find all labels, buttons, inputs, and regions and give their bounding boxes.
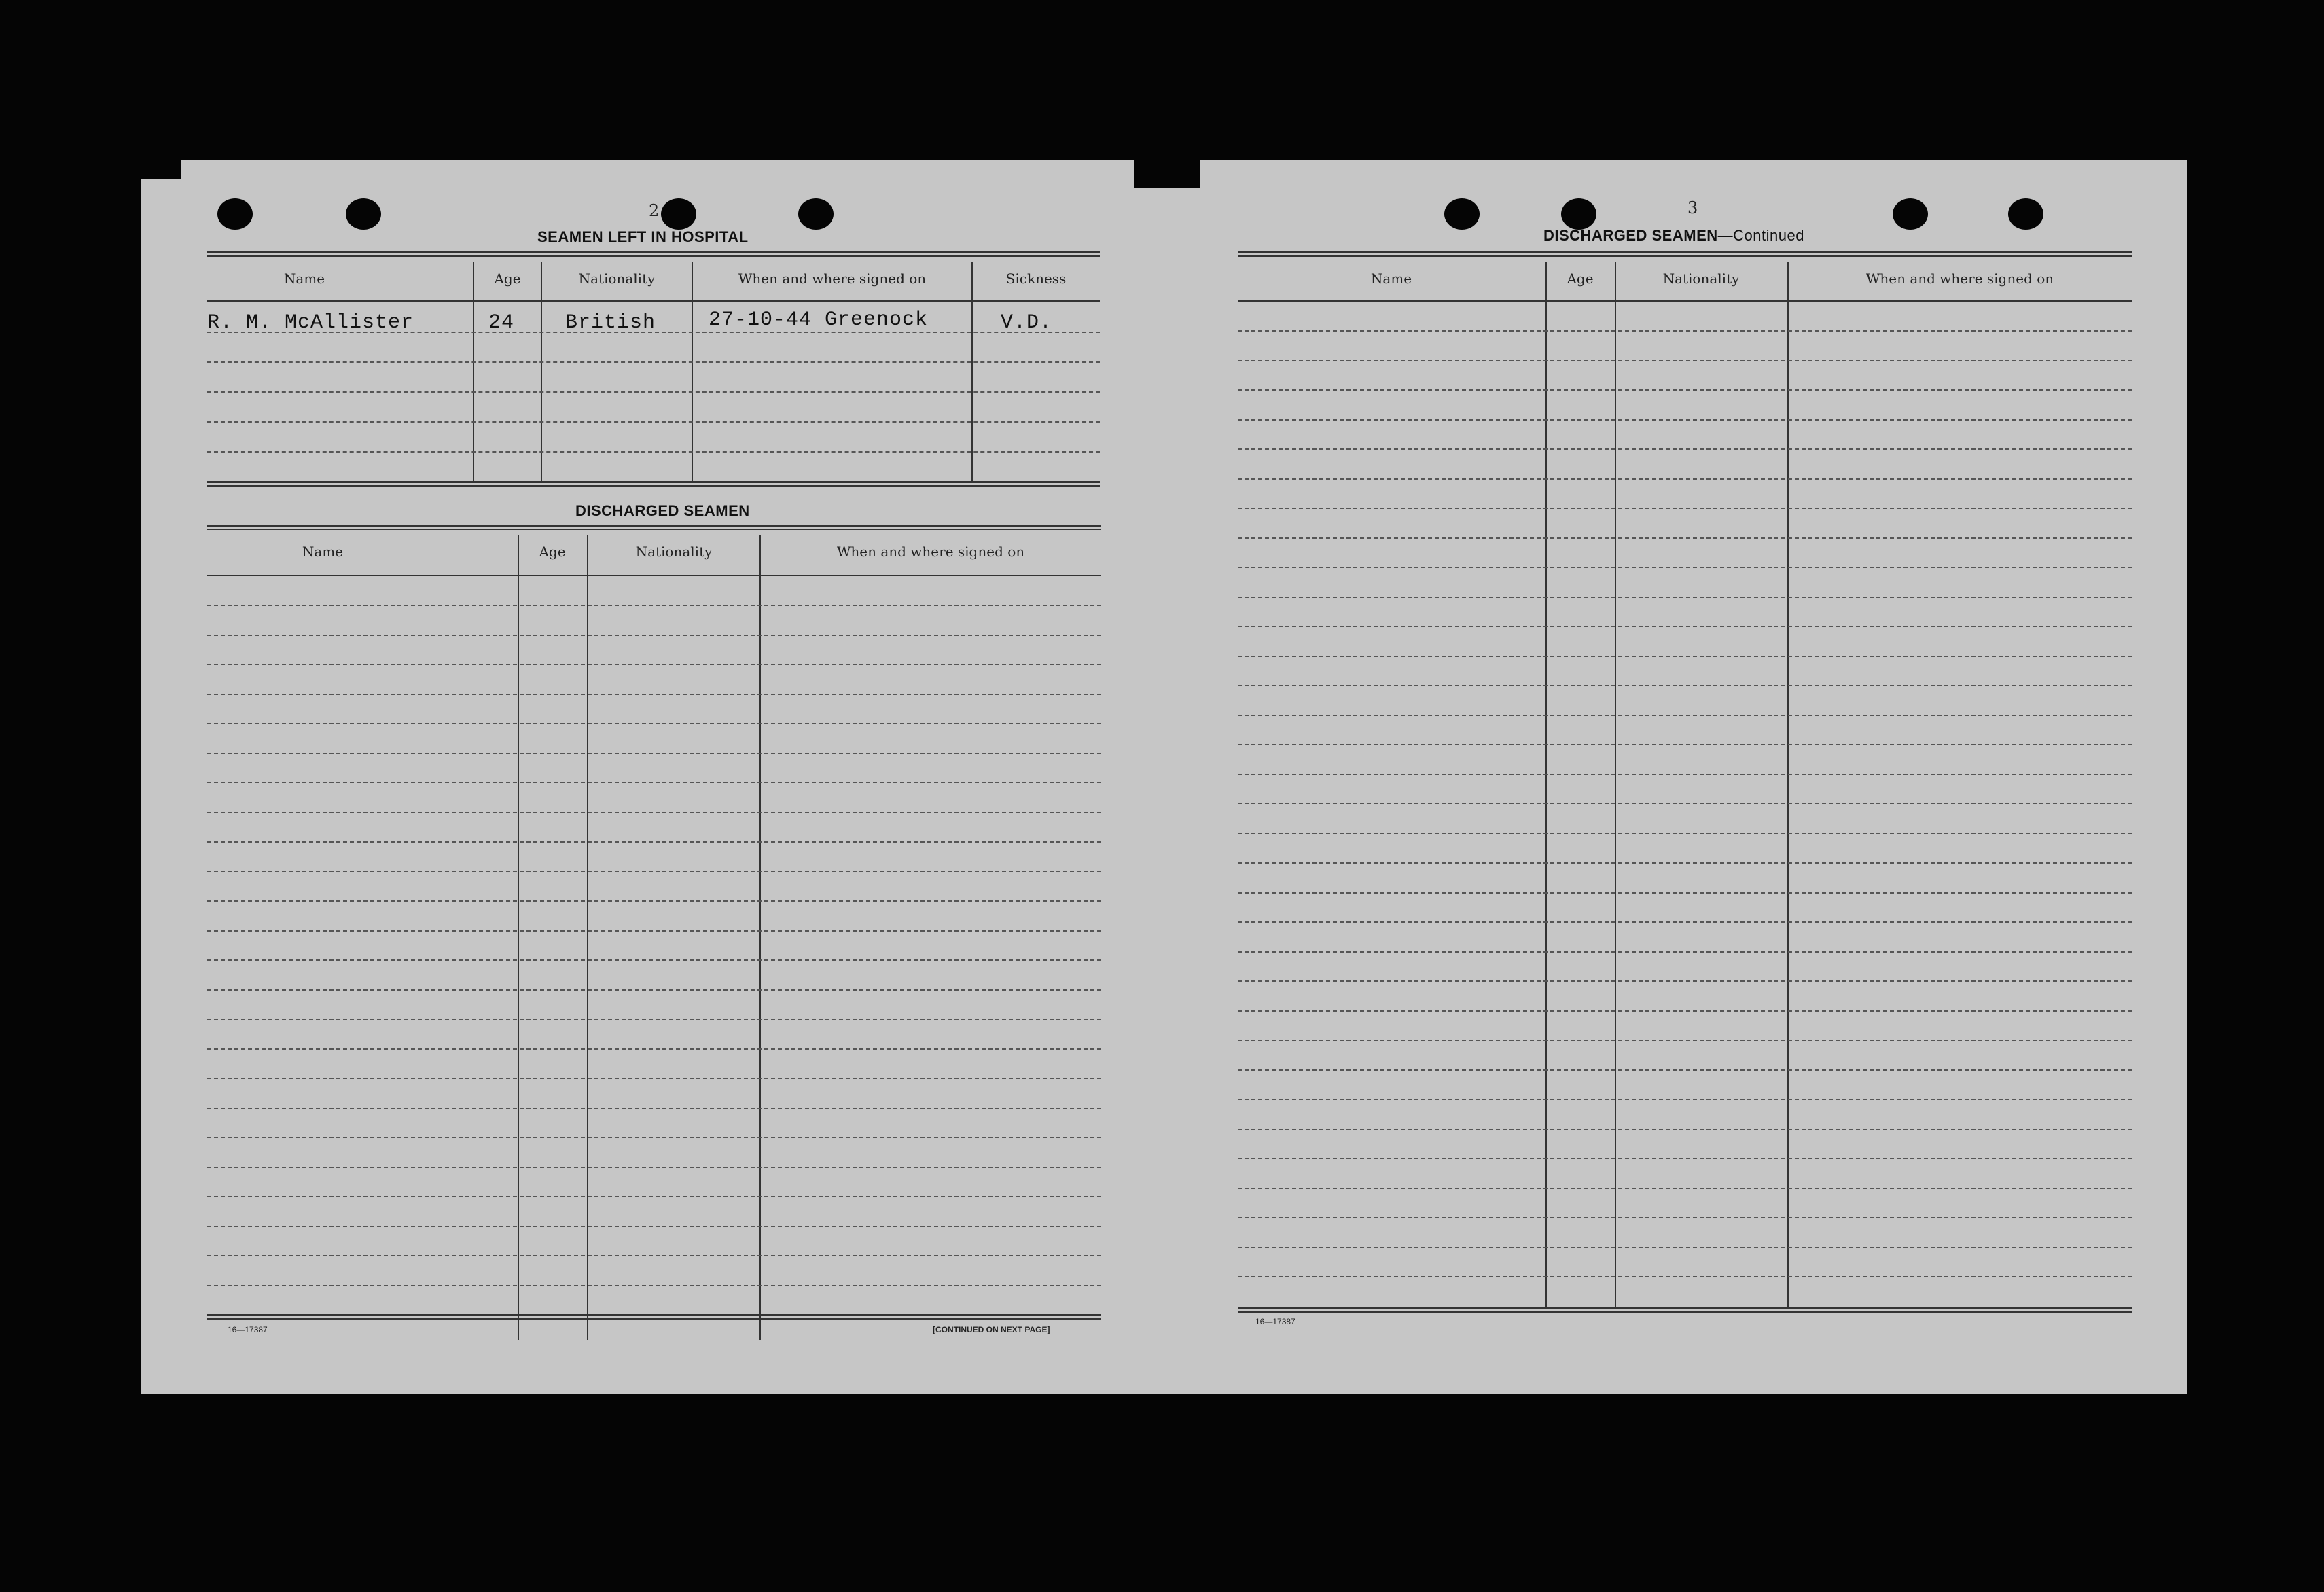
row-rule [207, 1019, 1101, 1020]
entry-signed-on: 27-10-44 Greenock [709, 308, 929, 332]
discharged-section-title: DISCHARGED SEAMEN [575, 502, 750, 519]
left-page [141, 160, 1170, 1394]
row-rule [207, 1108, 1101, 1109]
right-page [1168, 160, 2187, 1394]
row-rule [207, 989, 1101, 991]
row-rule [1238, 389, 2132, 391]
col-head-age: Age [1567, 270, 1594, 287]
row-rule [207, 841, 1101, 843]
row-rule [1238, 1040, 2132, 1041]
col-head-name: Name [1370, 270, 1412, 287]
table-rule [207, 1314, 1101, 1320]
row-rule [1238, 1129, 2132, 1130]
row-rule [207, 635, 1101, 636]
row-rule [1238, 1276, 2132, 1277]
torn-edge [1134, 160, 1200, 188]
row-rule [1238, 1217, 2132, 1218]
column-divider [541, 262, 542, 482]
row-rule [1238, 478, 2132, 480]
table-rule [1238, 251, 2132, 257]
row-rule [1238, 744, 2132, 745]
table-rule [207, 300, 1100, 302]
row-rule [207, 871, 1101, 872]
row-rule [207, 694, 1101, 695]
row-rule [207, 930, 1101, 932]
table-rule [207, 575, 1101, 576]
page-number: 2 [649, 201, 660, 220]
row-rule [207, 605, 1101, 606]
column-divider [518, 535, 519, 1340]
row-rule [1238, 1069, 2132, 1071]
row-rule [207, 1137, 1101, 1138]
row-rule [1238, 448, 2132, 450]
form-number: 16—17387 [228, 1325, 268, 1334]
title-suffix: —Continued [1717, 227, 1804, 244]
row-rule [207, 723, 1101, 724]
row-rule [1238, 833, 2132, 834]
row-rule [207, 812, 1101, 813]
col-head-nationality: Nationality [635, 544, 713, 560]
punch-hole [661, 198, 696, 230]
form-number: 16—17387 [1255, 1317, 1295, 1326]
continued-note: [CONTINUED ON NEXT PAGE] [933, 1325, 1050, 1334]
row-rule [207, 959, 1101, 961]
row-rule [1238, 1247, 2132, 1248]
column-divider [473, 262, 474, 482]
row-rule [1238, 685, 2132, 686]
row-rule [1238, 1158, 2132, 1159]
row-rule [1238, 1099, 2132, 1100]
row-rule [207, 1167, 1101, 1168]
row-rule [207, 900, 1101, 902]
column-divider [759, 535, 761, 1340]
col-head-nationality: Nationality [1662, 270, 1740, 287]
row-rule [207, 1078, 1101, 1079]
punch-hole [1444, 198, 1480, 230]
table-rule [1238, 1307, 2132, 1313]
col-head-signed-on: When and where signed on [836, 544, 1025, 560]
torn-edge [141, 160, 181, 179]
row-rule [207, 664, 1101, 665]
row-rule [1238, 330, 2132, 332]
row-rule [1238, 715, 2132, 716]
col-head-name: Name [302, 544, 344, 560]
row-rule [207, 782, 1101, 783]
row-rule [207, 421, 1100, 423]
entry-nationality: British [565, 311, 656, 334]
punch-hole [346, 198, 381, 230]
row-rule [1238, 656, 2132, 657]
punch-hole [1561, 198, 1596, 230]
row-rule [1238, 862, 2132, 864]
col-head-signed-on: When and where signed on [738, 270, 927, 287]
row-rule [1238, 1010, 2132, 1012]
entry-age: 24 [488, 311, 515, 334]
row-rule [1238, 360, 2132, 361]
table-rule [207, 525, 1101, 530]
col-head-signed-on: When and where signed on [1865, 270, 2054, 287]
row-rule [207, 1048, 1101, 1050]
row-rule [1238, 803, 2132, 804]
row-rule [1238, 626, 2132, 627]
row-rule [207, 1285, 1101, 1286]
row-rule [207, 391, 1100, 393]
column-divider [587, 535, 588, 1340]
row-rule [1238, 419, 2132, 421]
punch-hole [2008, 198, 2043, 230]
table-rule [1238, 300, 2132, 302]
column-divider [971, 262, 973, 482]
row-rule [207, 361, 1100, 363]
row-rule [207, 753, 1101, 754]
punch-hole [798, 198, 834, 230]
col-head-nationality: Nationality [578, 270, 656, 287]
col-head-age: Age [494, 270, 521, 287]
punch-hole [1893, 198, 1928, 230]
col-head-age: Age [539, 544, 566, 560]
row-rule [1238, 1188, 2132, 1189]
punch-hole [217, 198, 253, 230]
row-rule [1238, 951, 2132, 953]
row-rule [1238, 921, 2132, 923]
entry-sickness: V.D. [1001, 311, 1053, 334]
table-rule [207, 251, 1100, 257]
title-main: DISCHARGED SEAMEN [1543, 227, 1718, 244]
entry-name: R. M. McAllister [207, 311, 414, 334]
col-head-sickness: Sickness [1005, 270, 1067, 287]
row-rule [1238, 597, 2132, 598]
row-rule [1238, 537, 2132, 539]
page-number: 3 [1687, 198, 1698, 217]
col-head-name: Name [283, 270, 325, 287]
row-rule [207, 1196, 1101, 1197]
row-rule [1238, 774, 2132, 775]
discharged-continued-title [1543, 227, 1804, 245]
column-divider [692, 262, 693, 482]
row-rule [207, 1255, 1101, 1256]
row-rule [1238, 567, 2132, 568]
hospital-section-title: SEAMEN LEFT IN HOSPITAL [537, 228, 749, 245]
row-rule [1238, 980, 2132, 982]
row-rule [1238, 508, 2132, 509]
row-rule [1238, 892, 2132, 894]
row-rule [207, 451, 1100, 453]
row-rule [207, 1226, 1101, 1227]
table-rule [207, 481, 1100, 487]
